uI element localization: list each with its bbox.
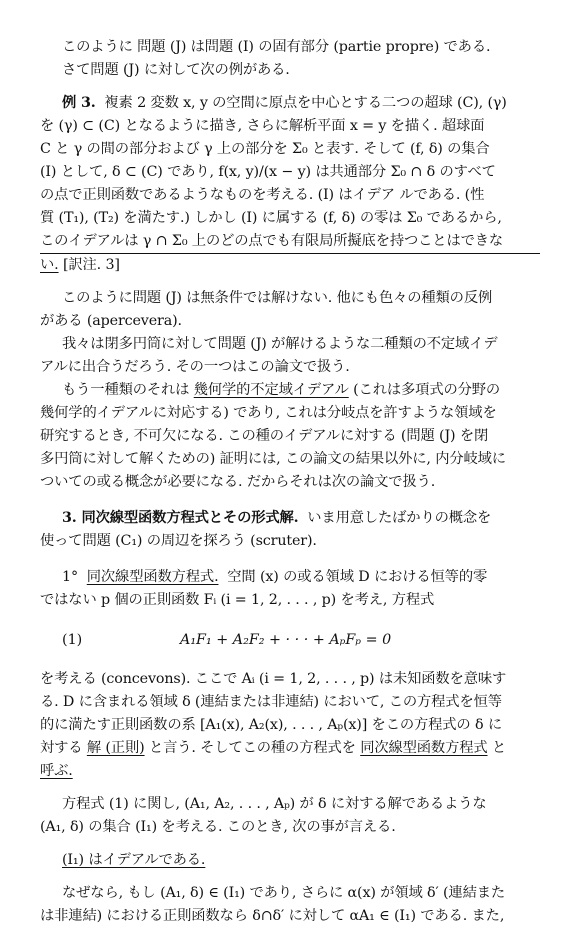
text-span: いま用意したばかりの概念を xyxy=(307,510,492,526)
text-line: は非連結) における正則函数なら δ∩δ′ に対して αA₁ ∈ (I₁) である. また, xyxy=(40,908,505,924)
underlined-term: 幾何学的不定域イデアル xyxy=(193,382,349,398)
section-heading: 3. 同次線型函数方程式とその形式解. xyxy=(62,510,299,526)
text-span: と言う. そしてこの種の方程式を xyxy=(144,740,361,756)
text-line: 使って問題 (C₁) の周辺を探ろう (scruter). xyxy=(40,533,317,549)
text-line: 質 (T₁), (T₂) を満たす.) しかし (I) に属する (f, δ) の零は Σ₀ であるから, xyxy=(40,210,502,226)
underlined-term: 同次線型函数方程式 xyxy=(360,740,488,756)
text-line: を (γ) ⊂ (C) となるように描き, さらに解析平面 x = y を描く. 超球面 xyxy=(40,118,485,134)
text-span: [訳注. 3] xyxy=(58,257,120,273)
text-line xyxy=(62,380,540,400)
subsection-line xyxy=(62,567,540,587)
text-line: ついての或る概念が必要になる. だからそれは次の論文で扱う. xyxy=(40,474,436,490)
text-line: なぜなら, もし (A₁, δ) ∈ (I₁) であり, さらに α(x) が領域 δ′ (連結また xyxy=(62,885,506,901)
subsection-title: 同次線型函数方程式. xyxy=(86,569,219,585)
text-span: と xyxy=(487,740,507,756)
text-line: (I) として, δ ⊂ (C) であり, f(x, y)/(x − y) は共通部分 Σ₀ ∩ δ のすべて xyxy=(40,164,496,180)
underlined-term: 解 (正則) xyxy=(86,740,145,756)
subsection-number: 1° xyxy=(62,569,78,585)
text-line xyxy=(40,255,540,275)
text-line: 研究するとき, 不可欠になる. この種のイデアルに対する (問題 (J) を閉 xyxy=(40,428,489,444)
text-line: 幾何学的イデアルに対応する) であり, これは分岐点を許すような領域を xyxy=(40,405,497,421)
text-line: る. D に含まれる領域 δ (連結または非連結) において, この方程式を恒等 xyxy=(40,694,502,710)
text-line: の点で正則函数であるようなものを考える. (I) はイデア ルである. (性 xyxy=(40,187,485,203)
underlined-text: 呼ぶ. xyxy=(40,763,73,779)
text-line xyxy=(40,761,540,781)
text-line xyxy=(40,738,540,758)
example-3-line xyxy=(62,93,540,113)
equation-formula: A₁F₁ + A₂F₂ + · · · + AₚFₚ = 0 xyxy=(180,632,392,648)
text-line: 我々は閉多円筒に対して問題 (J) が解けるような二種類の不定域イデ xyxy=(62,336,498,352)
text-span: 複素 2 変数 x, y の空間に原点を中心とする二つの超球 (C), (γ) xyxy=(104,95,507,111)
section-heading-line xyxy=(62,508,540,528)
equation-number: (1) xyxy=(62,632,83,648)
claim-line xyxy=(62,850,540,870)
text-line: さて問題 (J) に対して次の例がある. xyxy=(62,62,290,78)
text-line: ではない p 個の正則函数 Fᵢ (i = 1, 2, . . . , p) を考え, 方程式 xyxy=(40,592,435,608)
text-line: 方程式 (1) に関し, (A₁, A₂, . . . , Aₚ) が δ に対する解であるような xyxy=(62,796,487,812)
text-line: アルに出合うだろう. その一つはこの論文で扱う. xyxy=(40,359,350,375)
text-line: このように問題 (J) は無条件では解けない. 他にも色々の種類の反例 xyxy=(62,290,493,306)
text-line: を考える (concevons). ここで Aᵢ (i = 1, 2, . . . , p) は未知函数を意味す xyxy=(40,671,507,687)
text-line: 多円筒に対して解くための) 証明には, この論文の結果以外に, 内分岐域に xyxy=(40,451,506,467)
text-line: (A₁, δ) の集合 (I₁) を考える. このとき, 次の事が言える. xyxy=(40,819,396,835)
text-span: 対する xyxy=(40,740,87,756)
text-span: 空間 (x) の或る領域 D における恒等的零 xyxy=(227,569,488,585)
claim-text: (I₁) はイデアルである. xyxy=(62,852,206,868)
underline-rule xyxy=(40,253,540,254)
example-label: 例 3. xyxy=(62,95,96,111)
text-line: がある (apercevera). xyxy=(40,313,182,329)
text-span: (これは多項式の分野の xyxy=(348,382,501,398)
text-line: 的に満たす正則函数の系 [A₁(x), A₂(x), . . . , Aₚ(x)] をこの方程式の δ に xyxy=(40,717,502,733)
text-line: このように 問題 (J) は問題 (I) の固有部分 (partie propre) である. xyxy=(62,39,491,55)
text-line-underlined: このイデアルは γ ∩ Σ₀ 上のどの点でも有限局所擬底を持つことはできな xyxy=(40,233,504,249)
text-line: C と γ の間の部分および γ 上の部分を Σ₀ と表す. そして (f, δ) の集合 xyxy=(40,141,490,157)
text-span: もう一種類のそれは xyxy=(62,382,194,398)
underlined-text: い. xyxy=(40,257,59,273)
